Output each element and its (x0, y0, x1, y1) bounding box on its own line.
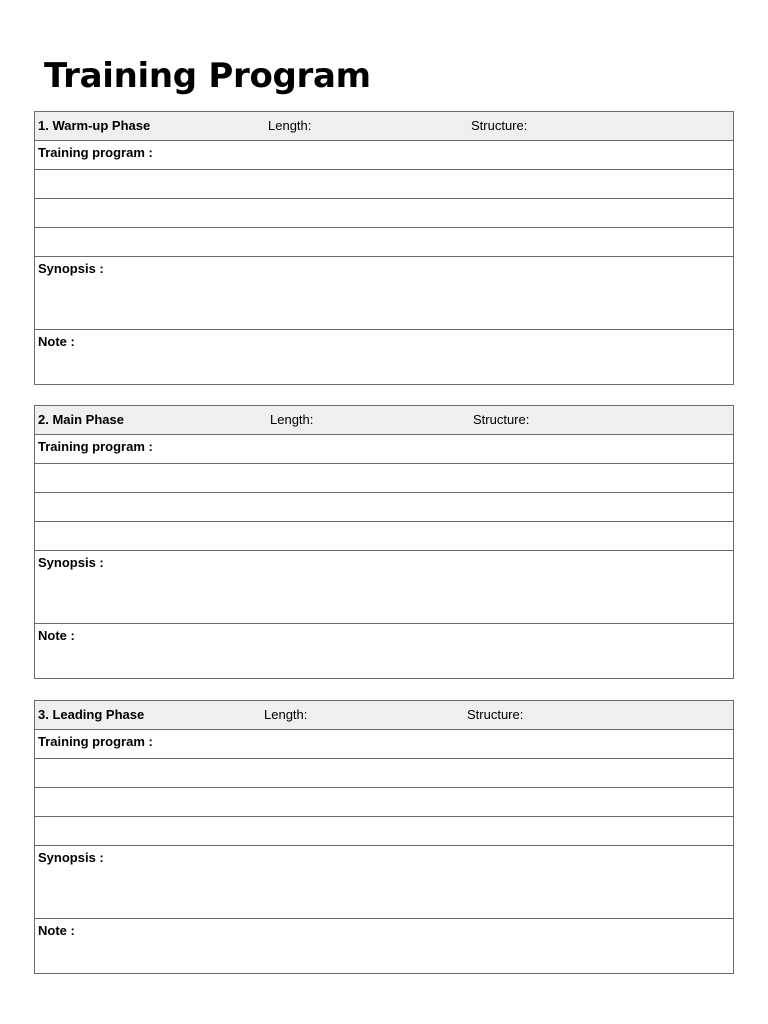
training-program-line[interactable] (35, 199, 733, 228)
phase-header (35, 701, 733, 730)
training-program-line[interactable] (35, 522, 733, 551)
training-program-line[interactable] (35, 228, 733, 257)
phase-header (35, 112, 733, 141)
length-label: Length: (264, 707, 308, 722)
note-field[interactable] (35, 330, 733, 386)
training-program-line[interactable] (35, 788, 733, 817)
synopsis-label: Synopsis : (38, 261, 104, 276)
synopsis-label: Synopsis : (38, 850, 104, 865)
phase-title: 1. Warm-up Phase (38, 118, 151, 133)
phase-title: 2. Main Phase (38, 412, 124, 427)
phase-title: 3. Leading Phase (38, 707, 145, 722)
structure-label: Structure: (467, 707, 524, 722)
training-program-line[interactable] (35, 464, 733, 493)
training-program-field[interactable] (35, 730, 733, 759)
training-program-label: Training program : (38, 734, 153, 749)
training-program-field[interactable] (35, 435, 733, 464)
synopsis-field[interactable] (35, 551, 733, 624)
training-program-line[interactable] (35, 759, 733, 788)
warm-up-phase-section (34, 111, 734, 385)
training-program-line[interactable] (35, 493, 733, 522)
training-program-field[interactable] (35, 141, 733, 170)
note-field[interactable] (35, 624, 733, 680)
structure-label: Structure: (471, 118, 528, 133)
page-title: Training Program (44, 56, 371, 96)
structure-label: Structure: (473, 412, 530, 427)
training-program-label: Training program : (38, 145, 153, 160)
length-label: Length: (268, 118, 312, 133)
length-label: Length: (270, 412, 314, 427)
synopsis-field[interactable] (35, 257, 733, 330)
training-program-label: Training program : (38, 439, 153, 454)
synopsis-label: Synopsis : (38, 555, 104, 570)
training-program-line[interactable] (35, 170, 733, 199)
leading-phase-section (34, 700, 734, 974)
synopsis-field[interactable] (35, 846, 733, 919)
note-label: Note : (38, 923, 75, 938)
training-program-line[interactable] (35, 817, 733, 846)
note-field[interactable] (35, 919, 733, 975)
note-label: Note : (38, 334, 75, 349)
phase-header (35, 406, 733, 435)
note-label: Note : (38, 628, 75, 643)
main-phase-section (34, 405, 734, 679)
